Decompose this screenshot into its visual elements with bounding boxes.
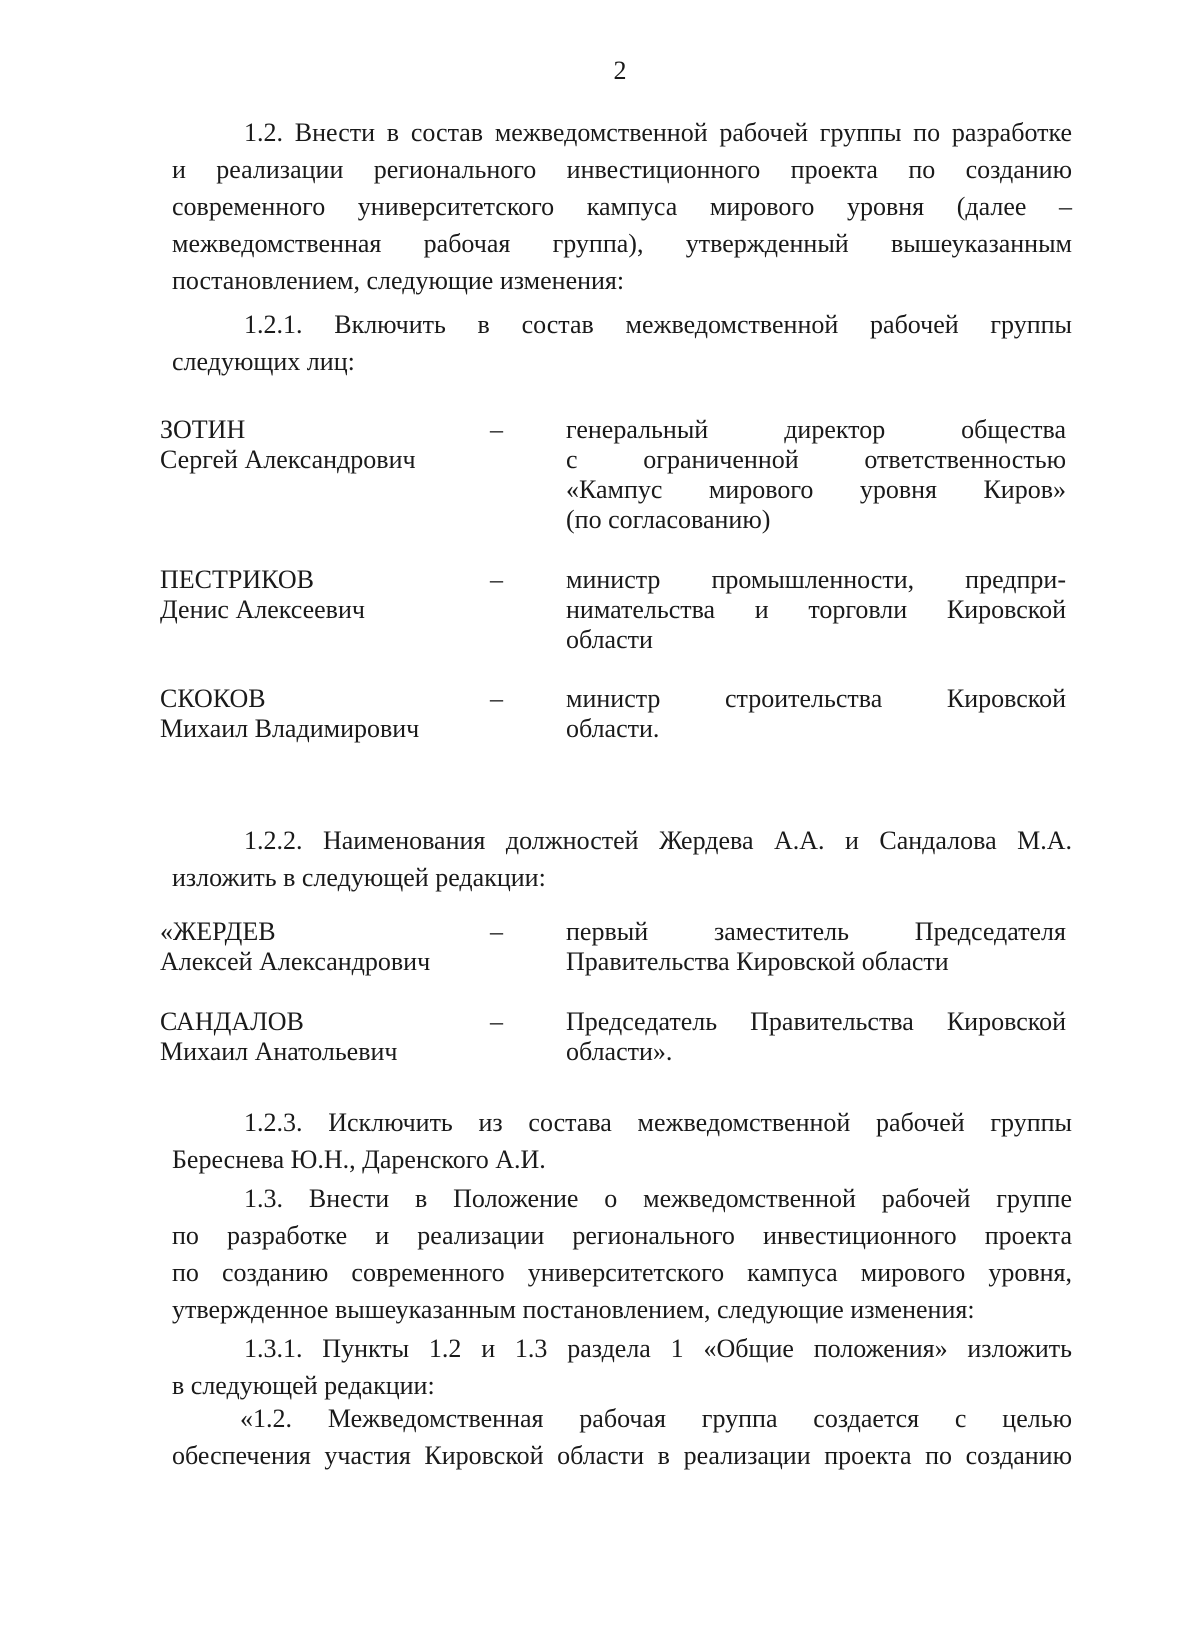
member-name [160,917,490,977]
paragraph-line: «1.2. Межведомственная рабочая группа создается с целью [240,1404,1072,1433]
position-line: «Кампус мирового уровня Киров» [566,475,1066,504]
paragraph-line: в следующей редакции: [172,1371,435,1400]
member-surname: СКОКОВ [160,684,266,713]
member-name [160,684,490,744]
paragraph-line: постановлением, следующие изменения: [172,266,625,295]
member-dash: – [490,565,503,594]
position-line: нимательства и торговли Кировской [566,595,1066,624]
paragraph-1-2-3 [172,1104,1072,1178]
paragraph-line: обеспечения участия Кировской области в реализации проекта по созданию [172,1441,1072,1470]
page-number: 2 [613,56,627,85]
paragraph-line: современного университетского кампуса мирового уровня (далее – [172,192,1072,221]
member-name [160,565,490,625]
member-position [566,684,1066,744]
paragraph-line: следующих лиц: [172,347,355,376]
paragraph-1-2-2 [172,822,1072,896]
member-position [566,917,1066,977]
paragraph-line: изложить в следующей редакции: [172,863,546,892]
paragraph-line: 1.2. Внести в состав межведомственной рабочей группы по разработке [244,118,1072,147]
position-line: генеральный директор общества [566,415,1066,444]
member-surname: «ЖЕРДЕВ [160,917,276,946]
member-surname: САНДАЛОВ [160,1007,304,1036]
member-dash: – [490,415,503,444]
paragraph-quote-1-2 [172,1400,1072,1474]
paragraph-line: 1.2.1. Включить в состав межведомственной рабочей группы [244,310,1072,339]
paragraph-1-2 [172,114,1072,299]
member-given-name: Денис Алексеевич [160,595,365,624]
member-surname: ПЕСТРИКОВ [160,565,314,594]
paragraph-line: по созданию современного университетского кампуса мирового уровня, [172,1258,1072,1287]
member-dash: – [490,684,503,713]
paragraph-line: по разработке и реализации регионального инвестиционного проекта [172,1221,1072,1250]
position-line: первый заместитель Председателя [566,917,1066,946]
member-name [160,415,490,475]
position-line: с ограниченной ответственностью [566,445,1066,474]
member-dash: – [490,917,503,946]
position-line: министр строительства Кировской [566,684,1066,713]
position-line: Правительства Кировской области [566,947,949,976]
member-position [566,415,1066,535]
paragraph-1-2-1 [172,306,1072,380]
paragraph-line: межведомственная рабочая группа), утвержденный вышеуказанным [172,229,1072,258]
paragraph-line: 1.3.1. Пункты 1.2 и 1.3 раздела 1 «Общие положения» изложить [244,1334,1072,1363]
member-position [566,565,1066,655]
paragraph-1-3-1 [172,1330,1072,1404]
paragraph-line: 1.2.3. Исключить из состава межведомственной рабочей группы [244,1108,1072,1137]
member-given-name: Михаил Анатольевич [160,1037,398,1066]
paragraph-1-3 [172,1180,1072,1328]
position-line: министр промышленности, предпри- [566,565,1066,594]
paragraph-line: утвержденное вышеуказанным постановлением, следующие изменения: [172,1295,975,1324]
member-dash: – [490,1007,503,1036]
position-line: области [566,625,653,654]
position-line: области. [566,714,660,743]
member-given-name: Сергей Александрович [160,445,416,474]
paragraph-line: Береснева Ю.Н., Даренского А.И. [172,1145,546,1174]
paragraph-line: 1.2.2. Наименования должностей Жердева А.А. и Сандалова М.А. [244,826,1072,855]
member-position [566,1007,1066,1067]
member-name [160,1007,490,1067]
position-line: Председатель Правительства Кировской [566,1007,1066,1036]
paragraph-line: и реализации регионального инвестиционного проекта по созданию [172,155,1072,184]
paragraph-line: 1.3. Внести в Положение о межведомственной рабочей группе [244,1184,1072,1213]
position-line: области». [566,1037,673,1066]
member-given-name: Алексей Александрович [160,947,431,976]
member-surname: ЗОТИН [160,415,246,444]
position-line: (по согласованию) [566,505,771,534]
member-given-name: Михаил Владимирович [160,714,420,743]
